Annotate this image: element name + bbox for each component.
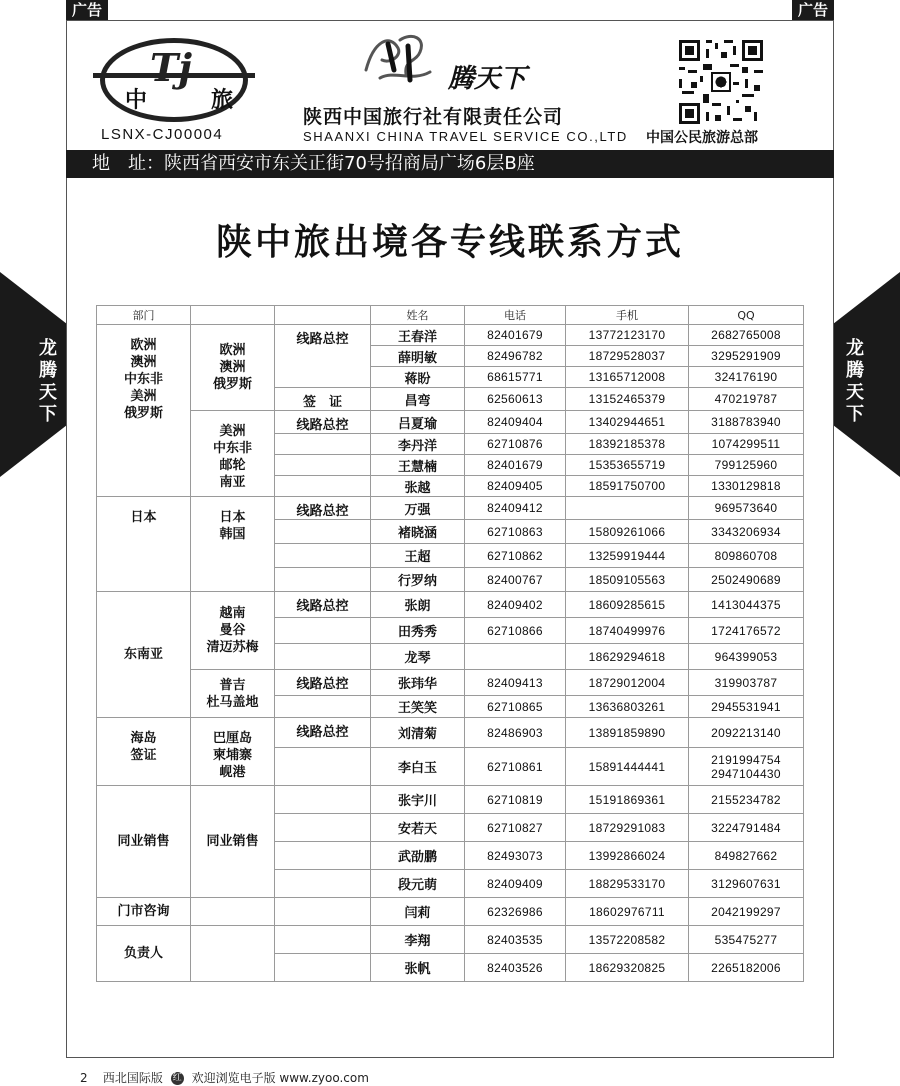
contact-mobile: 13165712008 [566, 367, 689, 388]
contact-name: 张宇川 [371, 786, 465, 814]
dept-cell [97, 718, 191, 786]
contact-phone: 82409412 [465, 497, 566, 520]
contact-phone: 62710865 [465, 696, 566, 718]
table-row [97, 592, 804, 618]
role-cell-empty [275, 455, 371, 476]
group-line: 欧洲 [219, 343, 246, 358]
contact-qq: 969573640 [689, 497, 804, 520]
contact-mobile: 18591750700 [566, 476, 689, 497]
contact-qq: 324176190 [689, 367, 804, 388]
contact-name: 万强 [371, 497, 465, 520]
contact-name: 张朗 [371, 592, 465, 618]
badge-icon: 红 [172, 1073, 182, 1083]
contact-qq: 535475277 [689, 926, 804, 954]
contact-qq: 3129607631 [689, 870, 804, 898]
role-cell-empty [275, 954, 371, 982]
contact-name: 张玮华 [371, 670, 465, 696]
logo-char-1: 中 [125, 87, 148, 113]
contact-name: 褚晓涵 [371, 520, 465, 544]
dept-cell: 同业销售 [97, 786, 191, 898]
side-banner-left-text: 龙腾天下 [39, 338, 57, 425]
table-row [97, 898, 804, 926]
role-cell-empty [275, 898, 371, 926]
contact-name: 田秀秀 [371, 618, 465, 644]
role-cell: 线路总控 [275, 325, 371, 388]
contact-name: 王超 [371, 544, 465, 568]
contact-qq: 470219787 [689, 388, 804, 411]
contact-phone: 62710819 [465, 786, 566, 814]
address-label: 地 址： [92, 153, 164, 174]
company-name-en: SHAANXI CHINA TRAVEL SERVICE CO.,LTD [303, 129, 628, 144]
table-row [97, 926, 804, 954]
contact-mobile: 18609285615 [566, 592, 689, 618]
contact-phone: 82496782 [465, 346, 566, 367]
contact-name: 王慧楠 [371, 455, 465, 476]
group-line: 巴厘岛 [212, 731, 252, 746]
page-title: 陕中旅出境各专线联系方式 [215, 222, 684, 263]
contact-phone: 82409413 [465, 670, 566, 696]
role-cell-empty [275, 434, 371, 455]
group-line: 俄罗斯 [123, 406, 163, 421]
contact-qq: 1074299511 [689, 434, 804, 455]
table-row [97, 411, 804, 434]
header-name: 姓名 [371, 306, 465, 325]
contact-phone: 62710863 [465, 520, 566, 544]
contact-phone: 62710876 [465, 434, 566, 455]
contact-qq: 2502490689 [689, 568, 804, 592]
group-line: 美洲 [130, 389, 157, 404]
role-cell-empty [275, 644, 371, 670]
role-cell: 线路总控 [275, 411, 371, 434]
group-line: 日本 [219, 510, 246, 525]
table-row [97, 718, 804, 748]
role-cell-empty [275, 568, 371, 592]
contact-qq: 2092213140 [689, 718, 804, 748]
group-line: 签证 [130, 748, 157, 763]
qr-code-icon [676, 37, 766, 127]
role-cell: 线路总控 [275, 592, 371, 618]
subgroup-cell [191, 670, 275, 718]
contact-mobile: 13992866024 [566, 842, 689, 870]
group-line: 俄罗斯 [212, 377, 252, 392]
contact-mobile: 18729291083 [566, 814, 689, 842]
subgroup-cell [191, 325, 275, 411]
role-cell: 签 证 [275, 388, 371, 411]
contact-phone [465, 644, 566, 670]
dept-cell: 日本 [97, 497, 191, 592]
contact-qq: 2265182006 [689, 954, 804, 982]
contact-mobile: 18829533170 [566, 870, 689, 898]
role-cell: 线路总控 [275, 497, 371, 520]
subgroup-cell: 同业销售 [191, 786, 275, 898]
contact-mobile: 13772123170 [566, 325, 689, 346]
footer-url[interactable]: www.zyoo.com [279, 1071, 369, 1085]
role-cell-empty [275, 544, 371, 568]
role-cell-empty [275, 926, 371, 954]
contact-phone: 62710861 [465, 748, 566, 786]
license-number: LSNX-CJ00004 [101, 126, 224, 143]
footer [80, 1069, 369, 1086]
contact-phone: 82403526 [465, 954, 566, 982]
contact-qq-multi [689, 748, 804, 786]
dept-cell: 负责人 [97, 926, 191, 982]
role-cell-empty [275, 786, 371, 814]
contact-qq: 319903787 [689, 670, 804, 696]
contact-qq: 1413044375 [689, 592, 804, 618]
header-blank-1 [191, 306, 275, 325]
group-line: 越南 [219, 606, 246, 621]
header-dept: 部门 [97, 306, 191, 325]
contact-phone: 82401679 [465, 455, 566, 476]
contact-qq: 2155234782 [689, 786, 804, 814]
ad-label-right: 广告 [792, 0, 834, 20]
page-number: 2 [80, 1071, 88, 1085]
header-mobile: 手机 [566, 306, 689, 325]
ad-label-left: 广告 [66, 0, 108, 20]
contact-qq: 964399053 [689, 644, 804, 670]
group-line: 柬埔寨 [212, 748, 252, 763]
logo-mark: Tj [150, 45, 193, 90]
contact-mobile: 18740499976 [566, 618, 689, 644]
subgroup-cell [191, 411, 275, 497]
contact-qq: 1330129818 [689, 476, 804, 497]
header-phone: 电话 [465, 306, 566, 325]
contact-phone: 82493073 [465, 842, 566, 870]
role-cell-empty [275, 870, 371, 898]
contact-mobile: 13891859890 [566, 718, 689, 748]
role-cell-empty [275, 618, 371, 644]
contact-phone: 82400767 [465, 568, 566, 592]
table-row [97, 670, 804, 696]
subgroup-cell [191, 592, 275, 670]
contact-qq: 2945531941 [689, 696, 804, 718]
table-row [97, 497, 804, 520]
contact-name: 薛明敏 [371, 346, 465, 367]
dragon-calligraphy-icon [360, 30, 440, 90]
role-cell: 线路总控 [275, 718, 371, 748]
side-banner-right-text: 龙腾天下 [846, 338, 864, 425]
contact-phone: 68615771 [465, 367, 566, 388]
group-line: 中东非 [123, 372, 163, 387]
role-cell-empty [275, 476, 371, 497]
contact-name: 安若天 [371, 814, 465, 842]
table-row [97, 786, 804, 814]
address-text: 陕西省西安市东关正街70号招商局广场6层B座 [164, 153, 535, 174]
group-line: 海岛 [130, 731, 157, 746]
contact-mobile: 15191869361 [566, 786, 689, 814]
table-header-row [97, 306, 804, 325]
role-cell-empty [275, 842, 371, 870]
contact-phone: 82409409 [465, 870, 566, 898]
contact-mobile: 13572208582 [566, 926, 689, 954]
contact-phone: 62710862 [465, 544, 566, 568]
role-cell-empty [275, 814, 371, 842]
contact-mobile: 18509105563 [566, 568, 689, 592]
contact-mobile: 13402944651 [566, 411, 689, 434]
contact-name: 李翔 [371, 926, 465, 954]
contact-mobile: 13636803261 [566, 696, 689, 718]
contact-mobile: 15891444441 [566, 748, 689, 786]
contact-name: 刘清菊 [371, 718, 465, 748]
contact-qq: 2191994754 [711, 752, 781, 767]
header-qq: QQ [689, 306, 804, 325]
dept-cell: 东南亚 [97, 592, 191, 718]
group-line: 曼谷 [219, 623, 246, 638]
contact-phone: 62326986 [465, 898, 566, 926]
table-row [97, 325, 804, 346]
contact-name: 行罗纳 [371, 568, 465, 592]
group-line: 清迈苏梅 [206, 640, 259, 655]
contact-mobile: 18729012004 [566, 670, 689, 696]
contact-mobile: 15353655719 [566, 455, 689, 476]
role-cell-empty [275, 748, 371, 786]
contact-qq: 2042199297 [689, 898, 804, 926]
contact-phone: 82403535 [465, 926, 566, 954]
contact-qq: 3224791484 [689, 814, 804, 842]
contact-table [96, 305, 804, 982]
subgroup-cell-empty [191, 898, 275, 926]
contact-phone: 62560613 [465, 388, 566, 411]
subgroup-cell [191, 497, 275, 592]
contact-mobile: 13152465379 [566, 388, 689, 411]
slogan: 腾天下 [448, 64, 527, 94]
contact-phone: 62710866 [465, 618, 566, 644]
role-cell-empty [275, 520, 371, 544]
contact-mobile [566, 497, 689, 520]
contact-mobile: 18629294618 [566, 644, 689, 670]
subgroup-cell [191, 718, 275, 786]
contact-qq-2: 2947104430 [711, 766, 781, 781]
contact-mobile: 18602976711 [566, 898, 689, 926]
contact-qq: 799125960 [689, 455, 804, 476]
contact-qq: 2682765008 [689, 325, 804, 346]
dept-cell [97, 325, 191, 497]
dept-cell: 门市咨询 [97, 898, 191, 926]
contact-qq: 809860708 [689, 544, 804, 568]
group-line: 南亚 [219, 475, 246, 490]
company-logo [100, 38, 248, 122]
company-name-cn: 陕西中国旅行社有限责任公司 [303, 106, 564, 128]
contact-name: 闫莉 [371, 898, 465, 926]
logo-char-2: 旅 [210, 87, 233, 113]
contact-qq: 3188783940 [689, 411, 804, 434]
group-line: 韩国 [219, 527, 246, 542]
group-line: 欧洲 [130, 338, 157, 353]
contact-phone: 82409405 [465, 476, 566, 497]
footer-text: 欢迎浏览电子版 [191, 1071, 276, 1085]
contact-name: 段元萌 [371, 870, 465, 898]
contact-name: 武劭鹏 [371, 842, 465, 870]
role-cell-empty [275, 696, 371, 718]
group-line: 澳洲 [130, 355, 157, 370]
contact-name: 吕夏瑜 [371, 411, 465, 434]
contact-name: 张越 [371, 476, 465, 497]
contact-name: 李白玉 [371, 748, 465, 786]
contact-name: 王春洋 [371, 325, 465, 346]
group-line: 美洲 [219, 424, 246, 439]
role-cell: 线路总控 [275, 670, 371, 696]
contact-qq: 1724176572 [689, 618, 804, 644]
address-bar [66, 150, 834, 178]
contact-phone: 82486903 [465, 718, 566, 748]
contact-mobile: 15809261066 [566, 520, 689, 544]
group-line: 邮轮 [219, 458, 246, 473]
edition-label: 西北国际版 [102, 1071, 163, 1085]
group-line: 中东非 [212, 441, 252, 456]
contact-mobile: 18392185378 [566, 434, 689, 455]
contact-mobile: 18729528037 [566, 346, 689, 367]
contact-name: 王笑笑 [371, 696, 465, 718]
group-line: 杜马盖地 [206, 694, 259, 710]
qr-caption: 中国公民旅游总部 [646, 130, 758, 146]
contact-qq: 3343206934 [689, 520, 804, 544]
contact-phone: 82409402 [465, 592, 566, 618]
group-line: 普吉 [219, 677, 246, 693]
header-blank-2 [275, 306, 371, 325]
contact-name: 张帆 [371, 954, 465, 982]
contact-qq: 3295291909 [689, 346, 804, 367]
contact-name: 昌弯 [371, 388, 465, 411]
contact-phone: 62710827 [465, 814, 566, 842]
contact-phone: 82401679 [465, 325, 566, 346]
subgroup-cell-empty [191, 926, 275, 982]
group-line: 岘港 [219, 765, 246, 780]
group-line: 澳洲 [219, 360, 246, 375]
contact-phone: 82409404 [465, 411, 566, 434]
contact-name: 李丹洋 [371, 434, 465, 455]
contact-name: 蒋盼 [371, 367, 465, 388]
logo-text [125, 83, 233, 114]
contact-mobile: 13259919444 [566, 544, 689, 568]
contact-name: 龙琴 [371, 644, 465, 670]
contact-mobile: 18629320825 [566, 954, 689, 982]
contact-qq: 849827662 [689, 842, 804, 870]
